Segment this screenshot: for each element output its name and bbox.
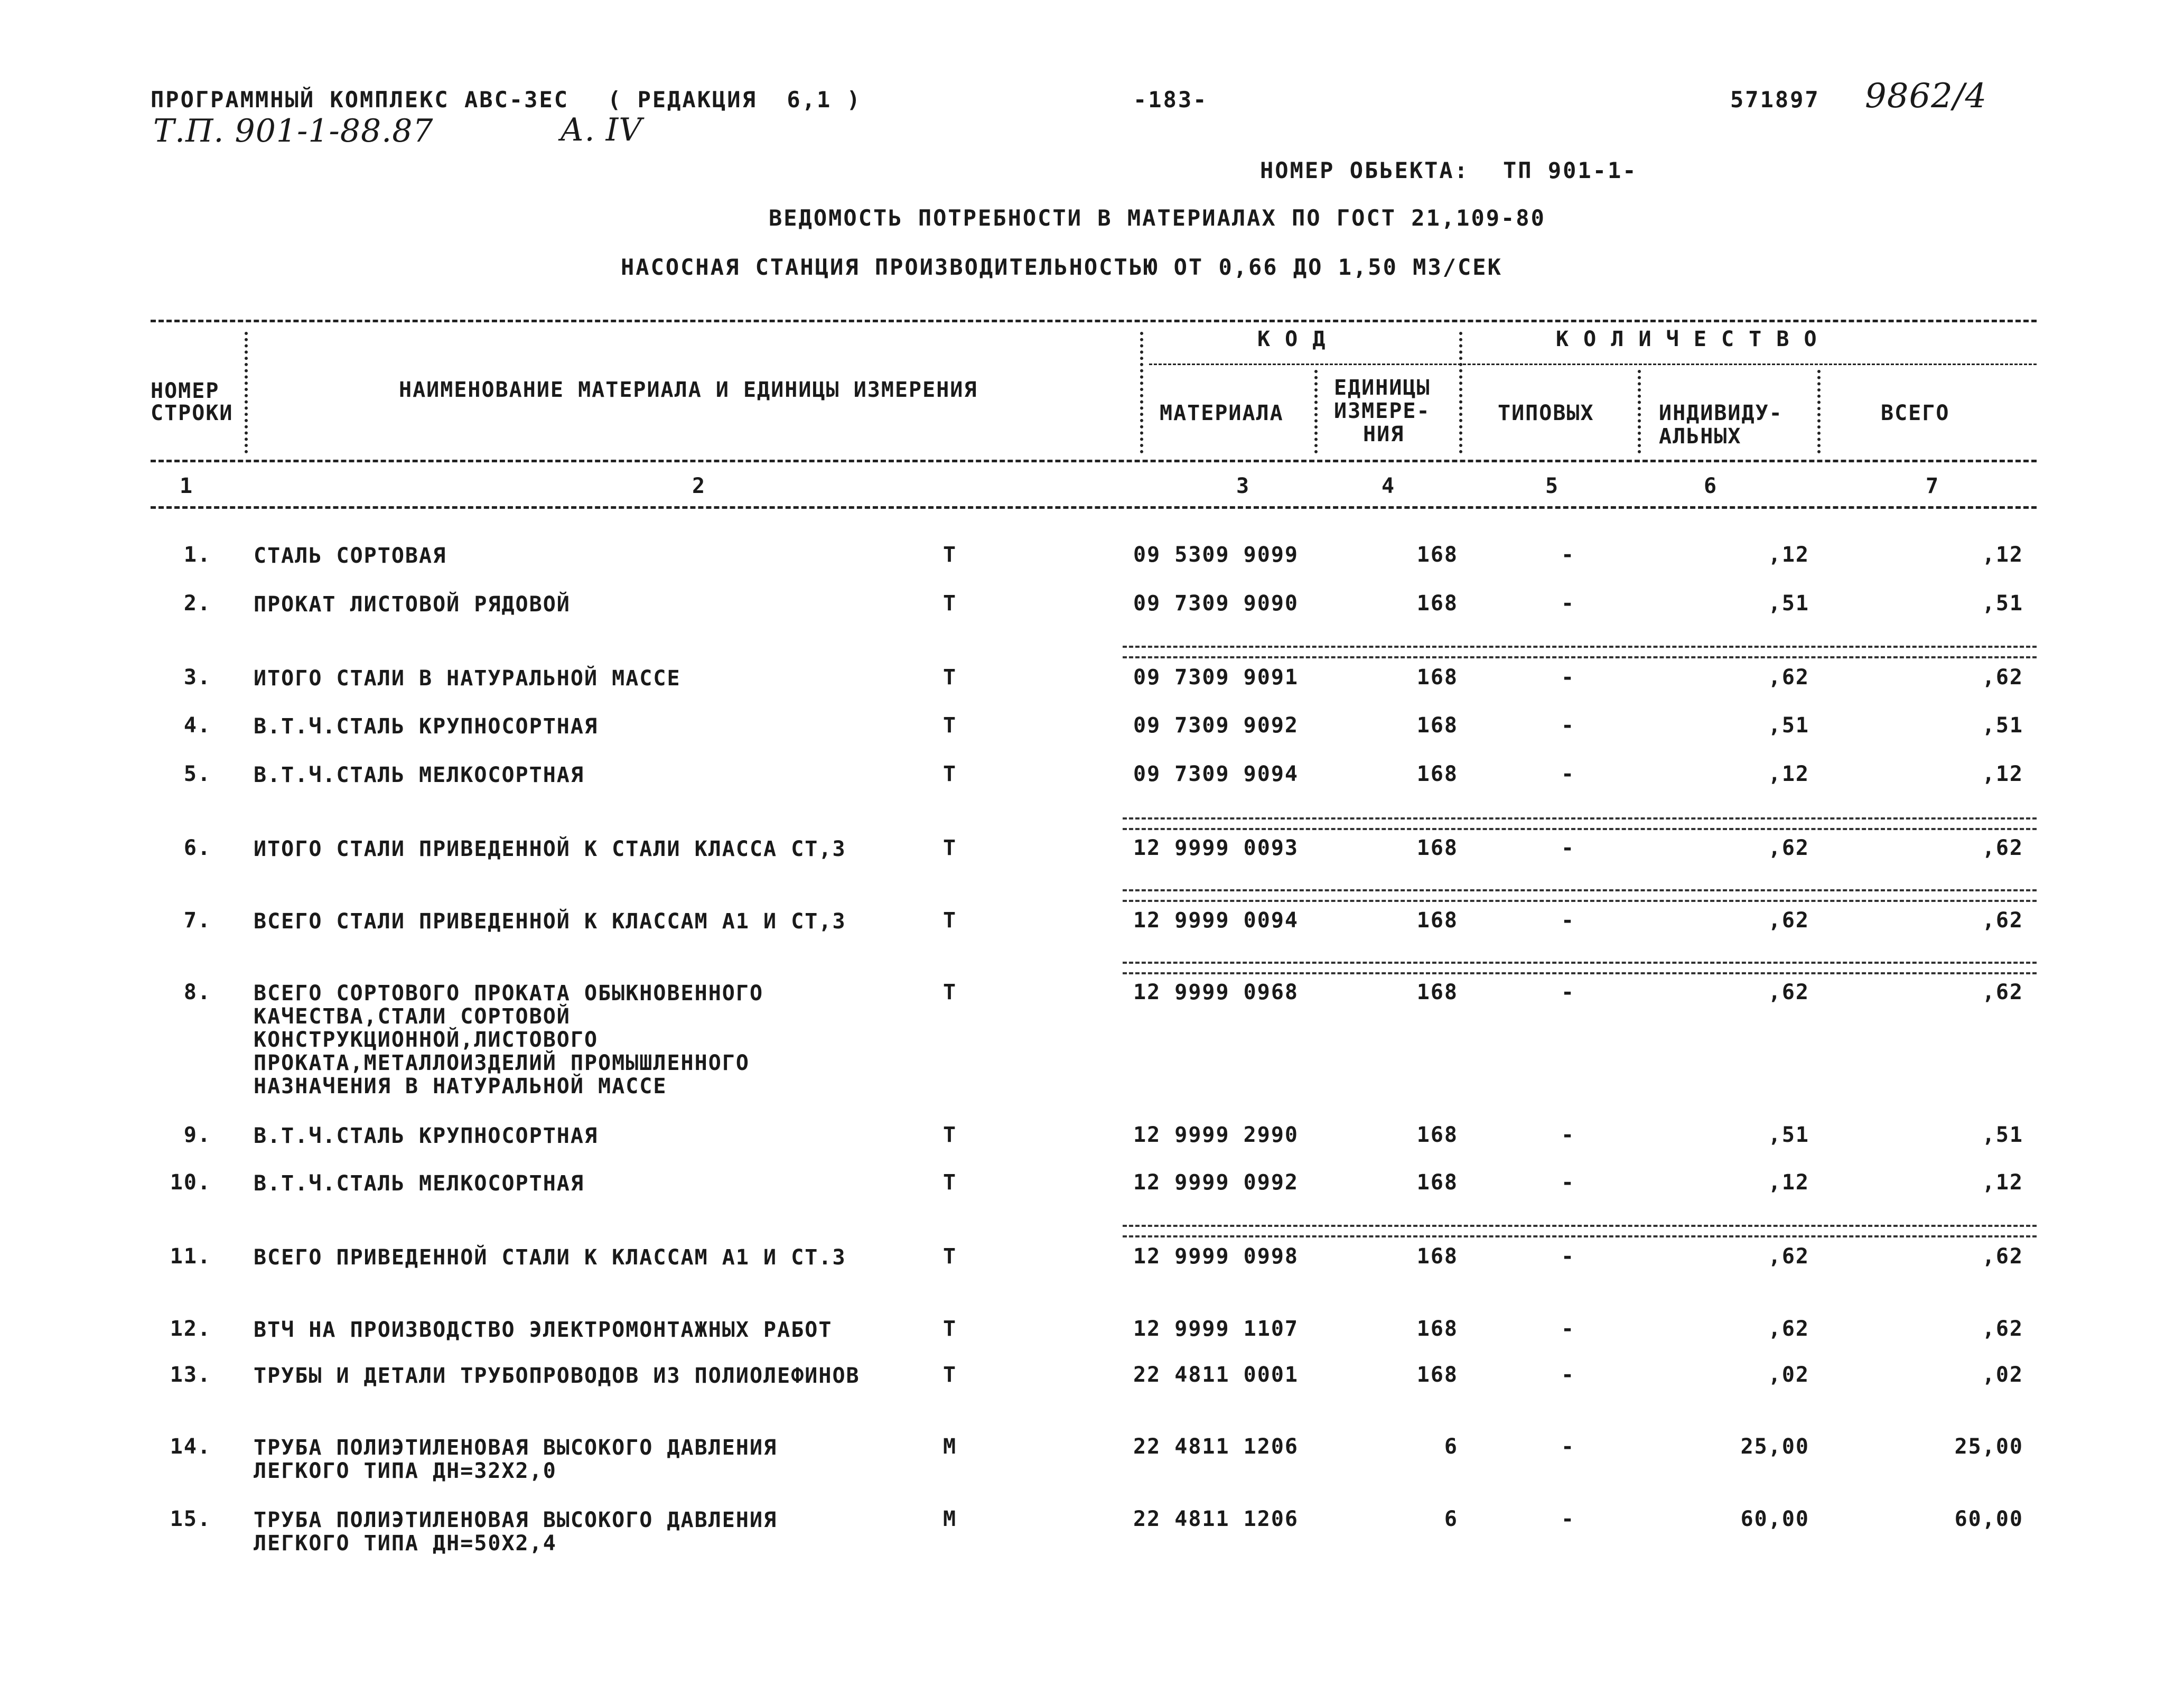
header-top-rule [151,320,2037,322]
unit-code: 168 [1416,762,1458,786]
unit-symbol: Т [943,543,957,567]
typical-qty: - [1561,980,1575,1004]
typical-qty: - [1561,1435,1575,1459]
column-material: МАТЕРИАЛА [1160,401,1284,425]
total-qty: ,62 [1982,836,2023,860]
material-name: ИТОГО СТАЛИ ПРИВЕДЕННОЙ К СТАЛИ КЛАССА СТ,3 [254,837,846,861]
total-separator [1123,962,2037,974]
total-qty: ,62 [1982,1244,2023,1269]
typical-qty: - [1561,1244,1575,1269]
document-code: 571897 [1730,87,1820,113]
material-code: 22 4811 1206 [1133,1435,1299,1459]
total-separator [1123,817,2037,830]
handwritten-code: 9862/4 [1865,77,1987,116]
individual-qty: ,51 [1768,591,1809,616]
unit-symbol: Т [943,980,957,1004]
column-number-2: 2 [692,474,706,498]
column-row-no-line2: СТРОКИ [151,401,234,425]
typical-qty: - [1561,762,1575,786]
total-qty: ,62 [1982,665,2023,690]
material-code: 12 9999 0998 [1133,1244,1299,1269]
row-number: 11. [170,1244,211,1269]
material-code: 22 4811 1206 [1133,1507,1299,1531]
material-code: 09 7309 9094 [1133,762,1299,786]
individual-qty: 25,00 [1740,1435,1809,1459]
row-number: 9. [183,1123,211,1147]
column-unit-line2: ИЗМЕРЕ- [1334,399,1431,423]
unit-code: 168 [1416,1123,1458,1147]
material-code: 09 5309 9099 [1133,543,1299,567]
unit-code: 6 [1444,1435,1458,1459]
individual-qty: ,62 [1768,1244,1809,1269]
row-number: 13. [170,1363,211,1387]
material-code: 12 9999 0968 [1133,980,1299,1004]
material-code: 22 4811 0001 [1133,1363,1299,1387]
typical-qty: - [1561,1317,1575,1341]
total-qty: 60,00 [1954,1507,2023,1531]
program-edition: ( РЕДАКЦИЯ 6,1 ) [608,87,862,113]
material-name: В.Т.Ч.СТАЛЬ КРУПНОСОРТНАЯ [254,714,599,739]
object-label: НОМЕР ОБЬЕКТА: [1260,157,1470,183]
total-qty: 25,00 [1954,1435,2023,1459]
row-number: 1. [183,543,211,567]
column-number-7: 7 [1926,474,1940,498]
row-number: 3. [183,665,211,690]
material-code: 12 9999 2990 [1133,1123,1299,1147]
document-subtitle: НАСОСНАЯ СТАНЦИЯ ПРОИЗВОДИТЕЛЬНОСТЬЮ ОТ 0,66 ДО 1,50 М3/СЕК [621,254,1502,280]
unit-code: 168 [1416,713,1458,738]
column-name: НАИМЕНОВАНИЕ МАТЕРИАЛА И ЕДИНИЦЫ ИЗМЕРЕНИЯ [399,378,978,402]
typical-qty: - [1561,1507,1575,1531]
row-number: 7. [183,908,211,933]
column-typical: ТИПОВЫХ [1498,401,1594,425]
individual-qty: ,62 [1768,908,1809,933]
unit-code: 168 [1416,1317,1458,1341]
material-name: ТРУБА ПОЛИЭТИЛЕНОВАЯ ВЫСОКОГО ДАВЛЕНИЯ ЛЕГКОГО ТИПА ДН=50Х2,4 [254,1508,778,1556]
material-name: ВСЕГО СОРТОВОГО ПРОКАТА ОБЫКНОВЕННОГО КАЧЕСТВА,СТАЛИ СОРТОВОЙ КОНСТРУКЦИОННОЙ,ЛИСТОВОГО ПРОКАТА,МЕТАЛЛОИЗДЕЛИЙ ПРОМЫШЛЕННОГО НАЗНАЧЕНИЯ В НАТУРАЛЬНОЙ МАССЕ [254,981,764,1098]
material-name: В.Т.Ч.СТАЛЬ КРУПНОСОРТНАЯ [254,1124,599,1148]
column-individual-line1: ИНДИВИДУ- [1659,401,1783,425]
material-name: ТРУБЫ И ДЕТАЛИ ТРУБОПРОВОДОВ ИЗ ПОЛИОЛЕФИНОВ [254,1364,860,1388]
individual-qty: ,51 [1768,713,1809,738]
handwritten-project: Т.П. 901-1-88.87 [153,113,434,150]
row-number: 6. [183,836,211,860]
typical-qty: - [1561,836,1575,860]
column-individual-line2: АЛЬНЫХ [1659,424,1742,449]
typical-qty: - [1561,908,1575,933]
unit-symbol: М [943,1435,957,1459]
column-total: ВСЕГО [1881,401,1950,425]
typical-qty: - [1561,1170,1575,1195]
typical-qty: - [1561,1363,1575,1387]
typical-qty: - [1561,713,1575,738]
column-number-6: 6 [1704,474,1718,498]
column-group-quantity: К О Л И Ч Е С Т В О [1556,327,1818,351]
column-group-code: К О Д [1257,327,1327,351]
material-code: 09 7309 9091 [1133,665,1299,690]
unit-symbol: Т [943,665,957,690]
unit-symbol: Т [943,1170,957,1195]
material-name: ВТЧ НА ПРОИЗВОДСТВО ЭЛЕКТРОМОНТАЖНЫХ РАБОТ [254,1318,833,1342]
individual-qty: ,51 [1768,1123,1809,1147]
row-number: 12. [170,1317,211,1341]
unit-symbol: Т [943,836,957,860]
page-number: -183- [1133,87,1208,113]
total-qty: ,51 [1982,591,2023,616]
row-number: 14. [170,1435,211,1459]
typical-qty: - [1561,591,1575,616]
individual-qty: ,62 [1768,1317,1809,1341]
row-number: 8. [183,980,211,1004]
material-code: 12 9999 0992 [1133,1170,1299,1195]
row-number: 2. [183,591,211,616]
row-number: 5. [183,762,211,786]
material-name: ВСЕГО СТАЛИ ПРИВЕДЕННОЙ К КЛАССАМ А1 И СТ,3 [254,909,846,934]
column-numbers-rule [151,506,2037,509]
unit-code: 168 [1416,1170,1458,1195]
unit-code: 168 [1416,1244,1458,1269]
total-separator [1123,646,2037,658]
individual-qty: ,62 [1768,980,1809,1004]
typical-qty: - [1561,1123,1575,1147]
column-unit-line3: НИЯ [1363,422,1405,446]
material-code: 09 7309 9092 [1133,713,1299,738]
total-qty: ,51 [1982,713,2023,738]
unit-symbol: Т [943,908,957,933]
document-title: ВЕДОМОСТЬ ПОТРЕБНОСТИ В МАТЕРИАЛАХ ПО ГОСТ 21,109-80 [769,205,1546,231]
individual-qty: ,62 [1768,665,1809,690]
column-number-1: 1 [180,474,194,498]
unit-symbol: Т [943,1123,957,1147]
unit-symbol: Т [943,591,957,616]
column-number-5: 5 [1545,474,1560,498]
unit-symbol: М [943,1507,957,1531]
unit-code: 168 [1416,543,1458,567]
handwritten-album: А. IV [560,111,642,148]
unit-code: 168 [1416,1363,1458,1387]
individual-qty: ,62 [1768,836,1809,860]
unit-code: 168 [1416,665,1458,690]
row-number: 4. [183,713,211,738]
column-unit-line1: ЕДИНИЦЫ [1334,376,1431,400]
material-name: В.Т.Ч.СТАЛЬ МЕЛКОСОРТНАЯ [254,1171,584,1196]
unit-code: 168 [1416,591,1458,616]
header-bottom-rule [151,460,2037,462]
unit-symbol: Т [943,1363,957,1387]
total-qty: ,02 [1982,1363,2023,1387]
total-qty: ,12 [1982,1170,2023,1195]
total-qty: ,62 [1982,908,2023,933]
material-code: 12 9999 0094 [1133,908,1299,933]
header-group-rule [1149,364,2037,365]
total-separator [1123,1225,2037,1237]
total-qty: ,51 [1982,1123,2023,1147]
unit-symbol: Т [943,762,957,786]
unit-code: 168 [1416,908,1458,933]
individual-qty: 60,00 [1740,1507,1809,1531]
individual-qty: ,12 [1768,1170,1809,1195]
object-value: ТП 901-1- [1503,157,1638,183]
individual-qty: ,12 [1768,762,1809,786]
unit-code: 168 [1416,836,1458,860]
unit-code: 6 [1444,1507,1458,1531]
column-number-3: 3 [1236,474,1250,498]
typical-qty: - [1561,543,1575,567]
material-name: ВСЕГО ПРИВЕДЕННОЙ СТАЛИ К КЛАССАМ А1 И СТ.3 [254,1245,846,1270]
total-qty: ,12 [1982,762,2023,786]
material-code: 12 9999 1107 [1133,1317,1299,1341]
unit-symbol: Т [943,713,957,738]
total-qty: ,12 [1982,543,2023,567]
material-name: В.Т.Ч.СТАЛЬ МЕЛКОСОРТНАЯ [254,763,584,787]
individual-qty: ,12 [1768,543,1809,567]
material-name: ТРУБА ПОЛИЭТИЛЕНОВАЯ ВЫСОКОГО ДАВЛЕНИЯ ЛЕГКОГО ТИПА ДН=32Х2,0 [254,1436,778,1483]
material-code: 12 9999 0093 [1133,836,1299,860]
total-separator [1123,889,2037,902]
material-code: 09 7309 9090 [1133,591,1299,616]
material-name: ПРОКАТ ЛИСТОВОЙ РЯДОВОЙ [254,592,571,617]
unit-code: 168 [1416,980,1458,1004]
material-name: ИТОГО СТАЛИ В НАТУРАЛЬНОЙ МАССЕ [254,666,681,691]
material-name: СТАЛЬ СОРТОВАЯ [254,544,447,568]
individual-qty: ,02 [1768,1363,1809,1387]
row-number: 10. [170,1170,211,1195]
typical-qty: - [1561,665,1575,690]
column-number-4: 4 [1382,474,1396,498]
column-row-no-line1: НОМЕР [151,379,220,403]
total-qty: ,62 [1982,980,2023,1004]
program-name: ПРОГРАММНЫЙ КОМПЛЕКС АВС-3ЕС [151,87,570,113]
row-number: 15. [170,1507,211,1531]
total-qty: ,62 [1982,1317,2023,1341]
unit-symbol: Т [943,1244,957,1269]
unit-symbol: Т [943,1317,957,1341]
